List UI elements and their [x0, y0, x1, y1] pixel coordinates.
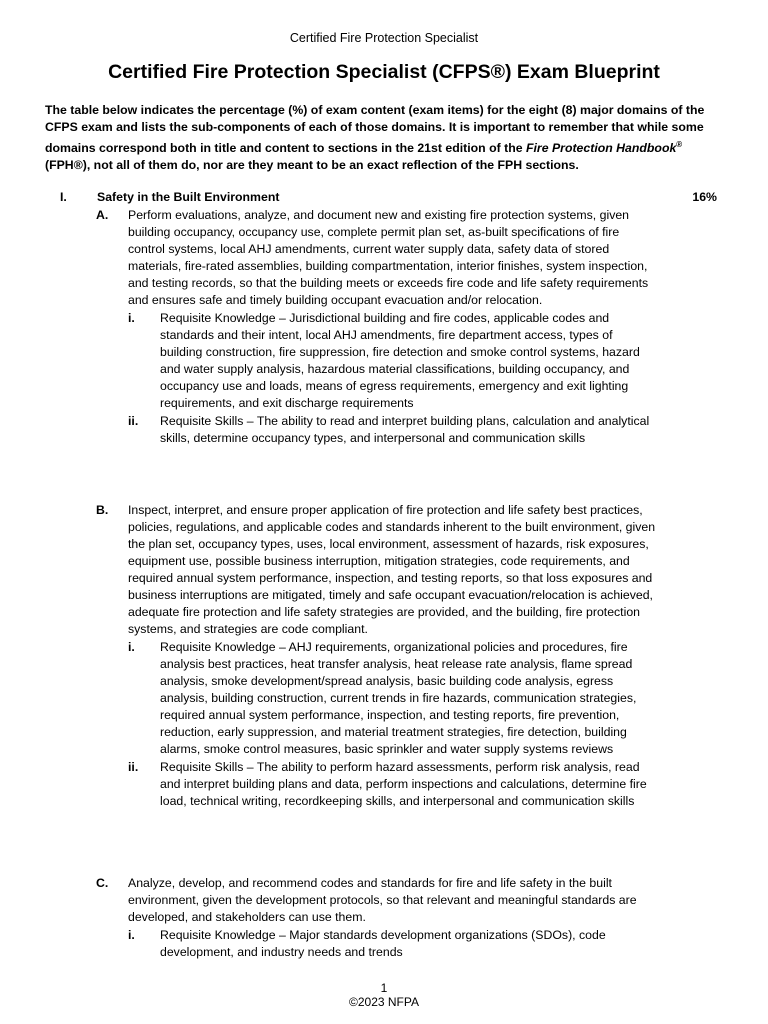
task-c — [96, 875, 656, 961]
domain-percent: 16% — [692, 190, 717, 204]
domain-title: Safety in the Built Environment — [97, 190, 280, 204]
task-b — [96, 502, 656, 810]
requirement-text: Requisite Knowledge – Jurisdictional building and fire codes, applicable codes and standards and their intent, local AHJ amendments, fire department access, types of building construction, fire suppression, fire detection and smoke control systems, hazard and water supply analysis, hazardous material classifications, building occupancy, and occupancy use and loads, means of egress requirements, emergency and exit lighting requirements, and exit discharge requirements — [160, 311, 640, 410]
task-a — [96, 207, 656, 447]
requirement-label: i. — [128, 640, 135, 654]
copyright-notice: ©2023 NFPA — [349, 995, 419, 1009]
domain-heading — [45, 189, 717, 206]
requirement-text: Requisite Skills – The ability to read and interpret building plans, calculation and analytical skills, determine occupancy types, and interpersonal and communication skills — [160, 414, 650, 445]
intro-text-part2: (FPH®), not all of them do, nor are they meant to be an exact reflection of the FPH sections. — [45, 158, 579, 173]
requirement-text: Requisite Knowledge – AHJ requirements, organizational policies and procedures, fire analysis best practices, heat transfer analysis, heat release rate analysis, flame spread analysis, smoke development/spread analysis, basic building code analysis, egress analysis, building construction, current trends in fire hazards, communication strategies, required annual system performance, inspection, and testing reports, fire prevention, reduction, early suppression, and material treatment strategies, fire detection, building alarms, smoke control measures, basic sprinkler and water supply systems reviews — [160, 640, 637, 756]
requirement-text: Requisite Skills – The ability to perform hazard assessments, perform risk analysis, read and interpret building plans and data, perform inspections and calculations, determine fire load, technical writing, recordkeeping skills, and interpersonal and communication skills — [160, 760, 647, 808]
handbook-title: Fire Protection Handbook — [525, 141, 677, 156]
requirement-skills — [96, 759, 656, 810]
task-label: B. — [96, 503, 109, 517]
task-label: C. — [96, 876, 109, 890]
task-label: A. — [96, 208, 109, 222]
task-text: Perform evaluations, analyze, and document new and existing fire protection systems, given building occupancy, occupancy use, complete permit plan set, as-built specifications of fire control systems, local AHJ amendments, current water supply data, safety data of stored materials, fire-rated assemblies, building compartmentation, interior finishes, system inspection, and testing records, so that the building meets or exceeds fire code and life safety requirements and ensures safe and timely building occupant evacuation and/or relocation. — [128, 208, 649, 307]
task-text: Analyze, develop, and recommend codes and standards for fire and life safety in the built environment, given the development protocols, so that relevant and meaningful standards are developed, and stakeholders can use them. — [128, 876, 637, 924]
requirement-skills — [96, 413, 656, 447]
page-title: Certified Fire Protection Specialist (CFPS®) Exam Blueprint — [108, 61, 660, 83]
task-text: Inspect, interpret, and ensure proper application of fire protection and life safety best practices, policies, regulations, and applicable codes and standards inherent to the built environment, given the plan set, occupancy types, uses, local environment, assessment of hazards, risk exposures, equipment use, possible business interruption, mitigation strategies, code requirements, and required annual system performance, inspection, and testing reports, so that loss exposures and business interruptions are mitigated, timely and safe occupant evacuation/relocation is achieved, adequate fire protection and life safety strategies are provided, and the building, fire protection systems, and strategies are code compliant. — [128, 503, 656, 636]
requirement-label: ii. — [128, 760, 139, 774]
requirement-label: ii. — [128, 414, 139, 428]
requirement-label: i. — [128, 311, 135, 325]
running-header: Certified Fire Protection Specialist — [289, 31, 479, 45]
registered-mark: ® — [676, 140, 683, 149]
requirement-knowledge — [96, 310, 656, 412]
requirement-label: i. — [128, 928, 135, 942]
domain-numeral: I. — [60, 190, 67, 204]
requirement-text: Requisite Knowledge – Major standards development organizations (SDOs), code development, and industry needs and trends — [160, 928, 606, 959]
requirement-knowledge — [96, 639, 656, 758]
requirement-knowledge — [96, 927, 656, 961]
intro-paragraph — [45, 102, 725, 174]
page-number: 1 — [380, 981, 388, 995]
intro-text-part1: The table below indicates the percentage (%) of exam content (exam items) for the eight (8) major domains of the CFPS exam and lists the sub-components of each of those domains. It is important to remember that while some domains correspond both in title and content to sections in the 21st edition of the — [45, 103, 705, 156]
